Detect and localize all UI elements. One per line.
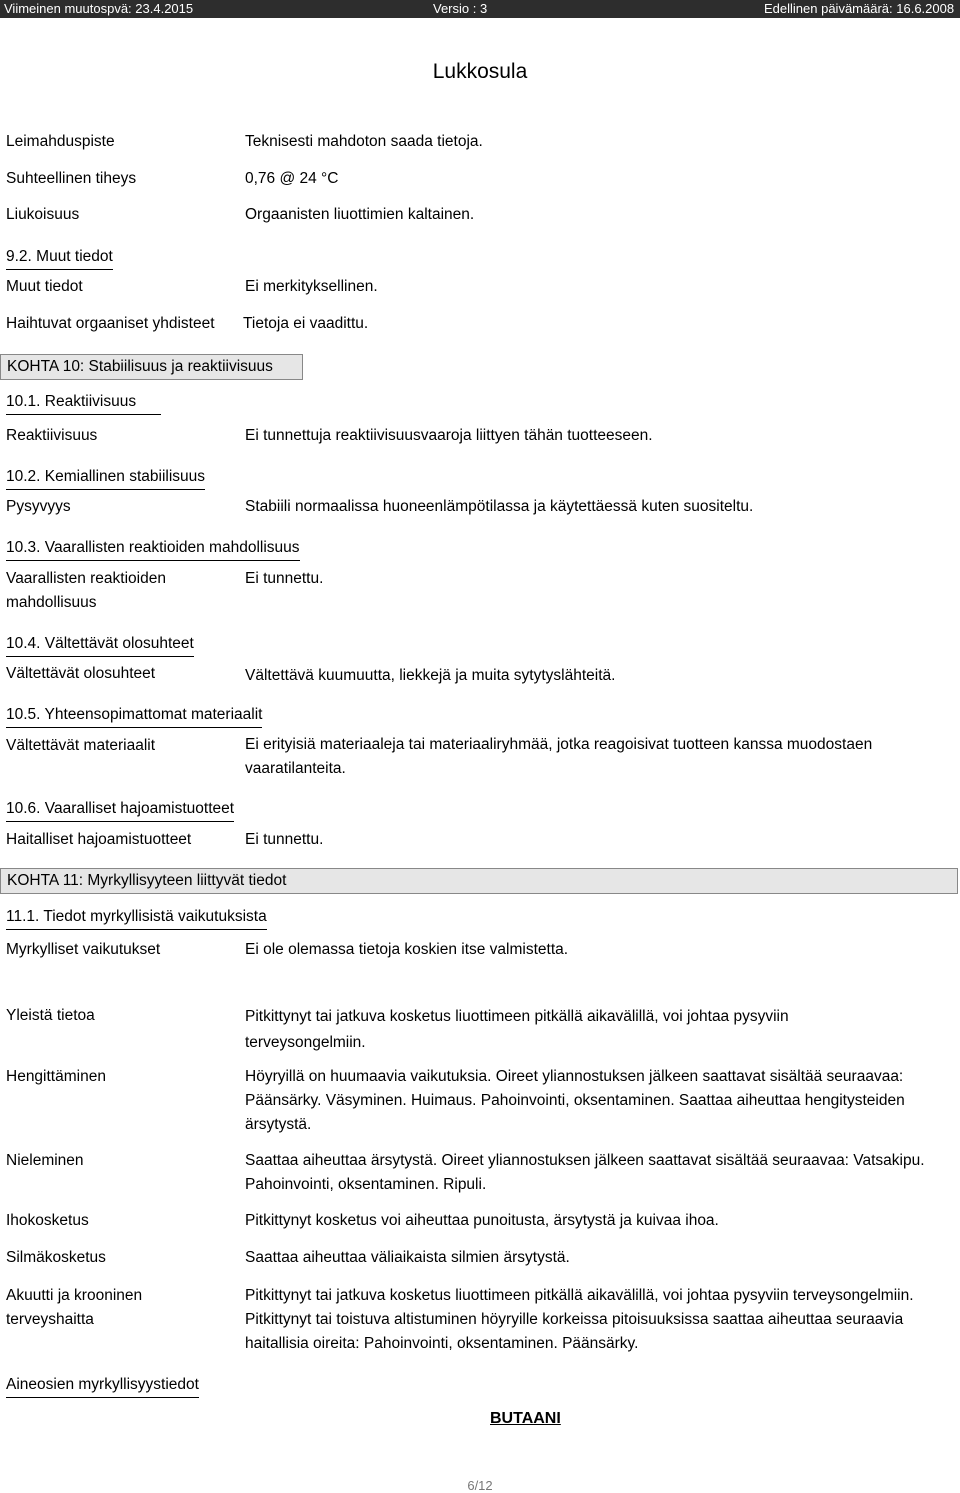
toxic-effects-value: Ei ole olemassa tietoja koskien itse valmistetta. (245, 941, 569, 958)
eye-contact-label: Silmäkosketus (6, 1249, 106, 1266)
document-title: Lukkosula (432, 60, 528, 83)
conditions-avoid-value: Vältettävä kuumuutta, liekkejä ja muita sytytyslähteitä. (245, 667, 616, 684)
relative-density-label: Suhteellinen tiheys (6, 170, 137, 187)
voc-value: Tietoja ei vaadittu. (243, 315, 369, 332)
stability-label: Pysyvyys (6, 498, 71, 515)
general-info-value: Pitkittynyt tai jatkuva kosketus liuottimeen pitkällä aikavälillä, voi johtaa pysyviin terveysongelmiin. (245, 1008, 789, 1051)
ingredients-toxicity-subheading: Aineosien myrkyllisyystiedot (6, 1376, 199, 1398)
flash-point-value: Teknisesti mahdoton saada tietoja. (245, 133, 483, 150)
decomposition-products-label: Haitalliset hajoamistuotteet (6, 831, 192, 848)
subsection-9-2: 9.2. Muut tiedot (6, 248, 113, 270)
revision-date: Viimeinen muutospvä: 23.4.2015 (4, 1, 194, 16)
subsection-10-5: 10.5. Yhteensopimattomat materiaalit (6, 706, 262, 728)
toxic-effects-label: Myrkylliset vaikutukset (6, 941, 161, 958)
conditions-avoid-label: Vältettävät olosuhteet (6, 665, 156, 682)
product-name-footer: BUTAANI (490, 1410, 561, 1427)
eye-contact-value: Saattaa aiheuttaa väliaikaista silmien ärsytystä. (245, 1249, 570, 1266)
inhalation-value: Höyryillä on huumaavia vaikutuksia. Oireet yliannostuksen jälkeen saattavat sisältää seuraavaa: Päänsärky. Väsyminen. Huimaus. Pahoinvointi, oksentaminen. Saattaa aiheuttaa hengitysteiden ärsytystä. (245, 1068, 905, 1133)
incompatible-materials-value: Ei erityisiä materiaaleja tai materiaaliryhmää, jotka reagoisivat tuotteen kanssa muodostaen vaaratilanteita. (245, 736, 873, 777)
other-info-label: Muut tiedot (6, 278, 83, 295)
version: Versio : 3 (433, 1, 488, 16)
skin-contact-label: Ihokosketus (6, 1212, 89, 1229)
stability-value: Stabiili normaalissa huoneenlämpötilassa ja käytettäessä kuten suositeltu. (245, 498, 754, 515)
incompatible-materials-label: Vältettävät materiaalit (6, 737, 156, 754)
section-10-heading: KOHTA 10: Stabiilisuus ja reaktiivisuus (0, 354, 303, 380)
subsection-10-2: 10.2. Kemiallinen stabiilisuus (6, 468, 205, 490)
subsection-10-6: 10.6. Vaaralliset hajoamistuotteet (6, 800, 234, 822)
page-number: 6/12 (467, 1478, 493, 1493)
skin-contact-value: Pitkittynyt kosketus voi aiheuttaa punoitusta, ärsytystä ja kuivaa ihoa. (245, 1212, 719, 1229)
ingestion-value: Saattaa aiheuttaa ärsytystä. Oireet yliannostuksen jälkeen saattavat sisältää seuraavaa: Vatsakipu. Pahoinvointi, oksentaminen. Ripuli. (245, 1152, 925, 1193)
general-info-label: Yleistä tietoa (6, 1007, 95, 1024)
page-header (0, 0, 960, 18)
other-info-value: Ei merkityksellinen. (245, 278, 378, 295)
reactivity-value: Ei tunnettuja reaktiivisuusvaaroja liittyen tähän tuotteeseen. (245, 427, 653, 444)
solubility-label: Liukoisuus (6, 206, 80, 223)
relative-density-value: 0,76 @ 24 °C (245, 170, 339, 187)
section-11-heading: KOHTA 11: Myrkyllisyyteen liittyvät tiedot (0, 868, 958, 894)
ingestion-label: Nieleminen (6, 1152, 84, 1169)
chronic-hazard-value: Pitkittynyt tai jatkuva kosketus liuottimeen pitkällä aikavälillä, voi johtaa pysyviin terveysongelmiin. Pitkittynyt tai toistuva altistuminen höyryille korkeissa pitoisuuksissa saattaa aiheuttaa seuraavia haitallisia oireita: Pahoinvointi, oksentaminen. Päänsärky. (245, 1287, 914, 1352)
reactivity-label: Reaktiivisuus (6, 427, 98, 444)
subsection-10-3: 10.3. Vaarallisten reaktioiden mahdollisuus (6, 539, 300, 561)
subsection-10-4: 10.4. Vältettävät olosuhteet (6, 635, 194, 657)
subsection-11-1: 11.1. Tiedot myrkyllisistä vaikutuksista (6, 908, 267, 930)
previous-date: Edellinen päivämäärä: 16.6.2008 (764, 1, 955, 16)
voc-label: Haihtuvat orgaaniset yhdisteet (6, 315, 215, 332)
flash-point-label: Leimahduspiste (6, 133, 115, 150)
hazardous-reactions-label: Vaarallisten reaktioiden mahdollisuus (6, 570, 166, 611)
solubility-value: Orgaanisten liuottimien kaltainen. (245, 206, 475, 223)
decomposition-products-value: Ei tunnettu. (245, 831, 324, 848)
hazardous-reactions-value: Ei tunnettu. (245, 570, 324, 587)
chronic-hazard-label: Akuutti ja krooninen terveyshaitta (6, 1287, 143, 1328)
subsection-10-1: 10.1. Reaktiivisuus (6, 393, 161, 415)
inhalation-label: Hengittäminen (6, 1068, 106, 1085)
